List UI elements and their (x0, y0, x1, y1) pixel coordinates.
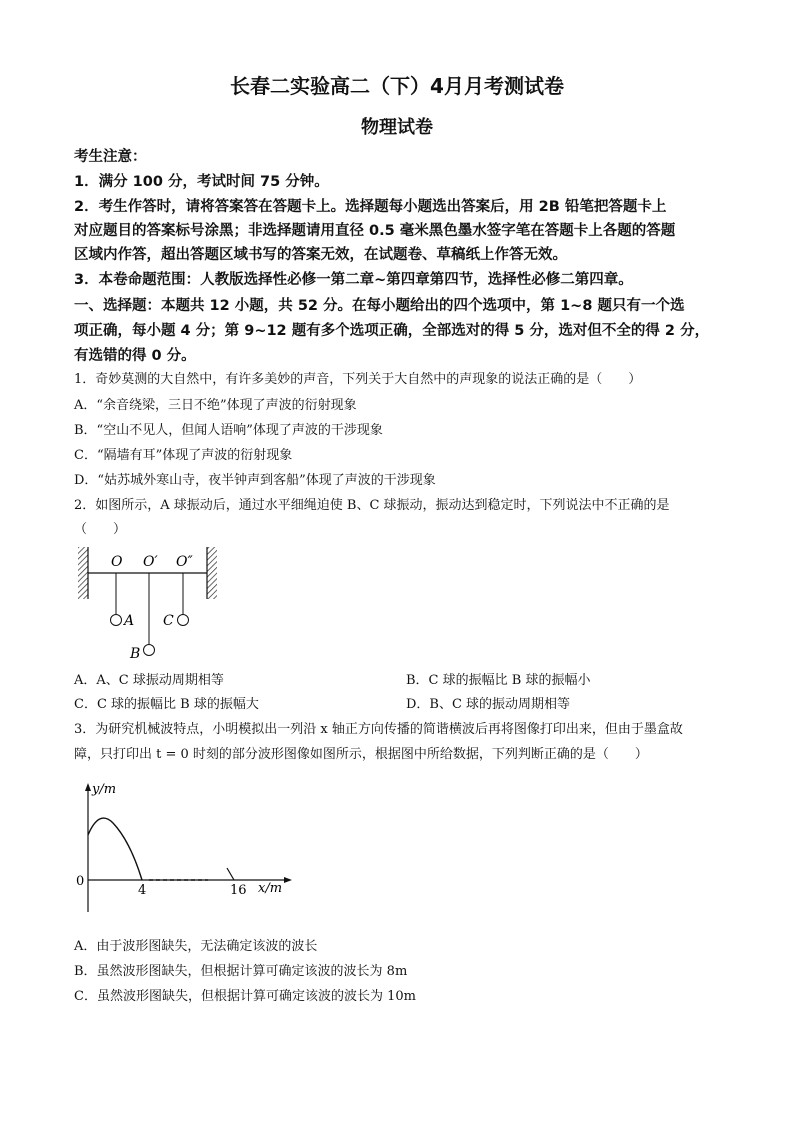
pendulum-figure (70, 544, 230, 664)
notice-item: 区域内作答，超出答题区域书写的答案无效，在试题卷、草稿纸上作答无效。 (74, 247, 567, 263)
q1-option-a: A．“余音绕梁，三日不绝”体现了声波的衍射现象 (74, 398, 357, 413)
exam-subtitle: 物理试卷 (361, 117, 433, 138)
x-axis-label: x/m (258, 881, 283, 896)
ball-b (144, 645, 155, 656)
section-instructions: 有选错的得 0 分。 (74, 348, 196, 364)
wave-curve (88, 818, 142, 880)
tick-label-16: 16 (230, 883, 247, 898)
q3-option-c: C．虽然波形图缺失，但根据计算可确定该波的波长为 10m (74, 989, 416, 1004)
q3-stem: 3．为研究机械波特点，小明模拟出一列沿 x 轴正方向传播的简谐横波后再将图像打印出来，但由于墨盒故 (74, 722, 683, 737)
ball-c (178, 615, 189, 626)
label-o-double-prime: O″ (176, 554, 193, 570)
exam-title: 长春二实验高二（下）4月月考测试卷 (230, 74, 564, 98)
notice-item: 对应题目的答案标号涂黑；非选择题请用直径 0.5 毫米黑色墨水签字笔在答题卡上各题的答题 (74, 223, 676, 239)
label-o: O (111, 554, 123, 570)
right-wall (207, 547, 217, 599)
label-b: B (130, 646, 141, 662)
q2-stem: 2．如图所示，A 球振动后，通过水平细绳迫使 B、C 球振动，振动达到稳定时，下列说法中不正确的是 (74, 498, 670, 513)
ball-a (111, 615, 122, 626)
q1-option-d: D．“姑苏城外寒山寺，夜半钟声到客船”体现了声波的干涉现象 (74, 473, 436, 488)
section-instructions: 项正确，每小题 4 分；第 9~12 题有多个选项正确，全部选对的得 5 分，选对但不全的得 2 分， (74, 323, 710, 339)
q3-stem: 障，只打印出 t = 0 时刻的部分波形图像如图所示，根据图中所给数据，下列判断正确的是（ ） (74, 747, 648, 762)
q2-option-d: D．B、C 球的振动周期相等 (406, 697, 571, 712)
origin-label: 0 (76, 874, 85, 889)
label-c: C (163, 613, 174, 629)
q1-option-c: C．“隔墙有耳”体现了声波的衍射现象 (74, 448, 293, 463)
q2-option-a: A．A、C 球振动周期相等 (74, 673, 224, 688)
q3-option-b: B．虽然波形图缺失，但根据计算可确定该波的波长为 8m (74, 964, 408, 979)
label-o-prime: O′ (143, 554, 158, 570)
notice-item: 2．考生作答时，请将答案答在答题卡上。选择题每小题选出答案后，用 2B 铅笔把答题卡上 (74, 199, 667, 215)
left-wall (78, 547, 88, 599)
q2-stem-blank: （ ） (74, 522, 127, 537)
q1-stem: 1．奇妙莫测的大自然中，有许多美妙的声音，下列关于大自然中的声现象的说法正确的是（ ） (74, 372, 642, 387)
notice-heading: 考生注意： (74, 149, 147, 165)
q2-option-b: B．C 球的振幅比 B 球的振幅小 (406, 673, 591, 688)
notice-item: 1．满分 100 分，考试时间 75 分钟。 (74, 174, 329, 190)
y-axis-label: y/m (92, 782, 117, 797)
q3-option-a: A．由于波形图缺失，无法确定该波的波长 (74, 939, 318, 954)
tick-label-4: 4 (138, 883, 147, 898)
notice-item: 3．本卷命题范围：人教版选择性必修一第二章~第四章第四节，选择性必修二第四章。 (74, 272, 633, 288)
waveform-figure (70, 775, 300, 915)
label-a: A (124, 613, 135, 629)
q2-option-c: C．C 球的振幅比 B 球的振幅大 (74, 697, 259, 712)
section-instructions: 一、选择题：本题共 12 小题，共 52 分。在每小题给出的四个选项中，第 1~8 题只有一个选 (74, 298, 685, 314)
q1-option-b: B．“空山不见人，但闻人语响”体现了声波的干涉现象 (74, 423, 383, 438)
